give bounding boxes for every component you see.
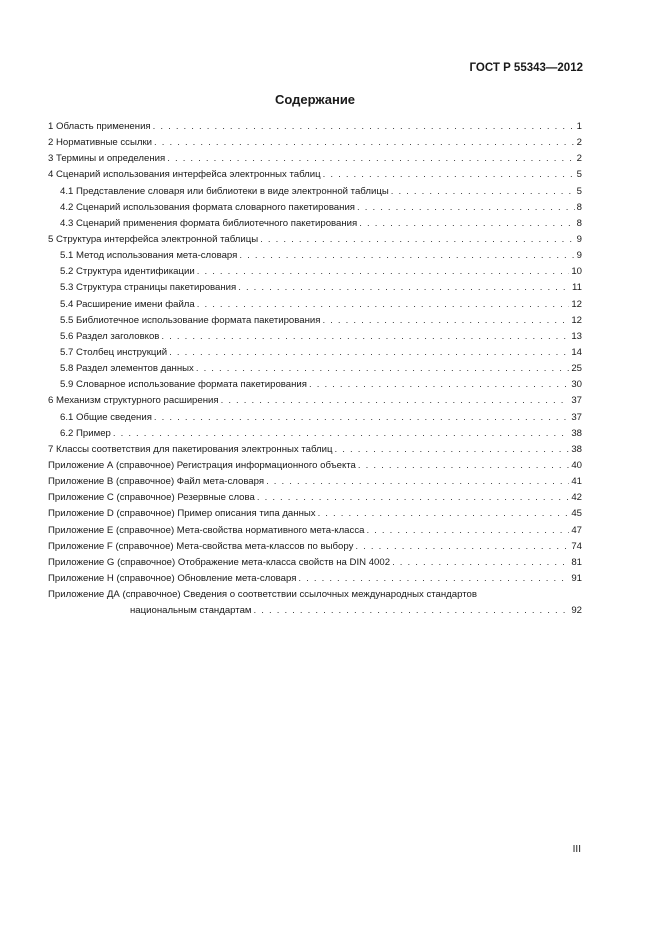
toc-entry-page: 45 (571, 508, 582, 520)
toc-entry[interactable] (48, 280, 582, 296)
toc-entry[interactable] (48, 555, 582, 571)
toc-entry-text: 5.4 Расширение имени файла (60, 298, 195, 310)
toc-entry-page: 42 (571, 492, 582, 504)
toc-entry-text: Приложение Е (справочное) Мета-свойства нормативного мета-класса (48, 524, 365, 536)
toc-entry[interactable] (48, 313, 582, 329)
page-title: Содержание (274, 92, 356, 107)
toc-entry-text: 4.1 Представление словаря или библиотеки в виде электронной таблицы (60, 185, 389, 197)
toc-entry-page: 9 (576, 250, 582, 262)
toc-entry[interactable] (48, 426, 582, 442)
toc-entry-page: 13 (571, 330, 582, 342)
standard-code: ГОСТ Р 55343—2012 (469, 62, 583, 74)
toc-entry-text: 1 Область применения (48, 121, 151, 132)
toc-entry-page: 11 (572, 282, 582, 294)
toc-entry-text: 5.9 Словарное использование формата пакетирования (60, 379, 307, 391)
toc-entry-page: 2 (576, 153, 582, 165)
toc-entry[interactable] (48, 458, 582, 474)
toc-entry-page: 41 (571, 476, 582, 488)
toc-entry-page: 1 (576, 121, 582, 132)
toc-entry-page: 8 (576, 201, 582, 213)
toc-entry-page: 5 (576, 185, 582, 197)
toc-entry[interactable] (48, 248, 582, 264)
toc-entry-annex-da-line1[interactable] (48, 587, 582, 603)
toc-entry-page: 10 (571, 266, 582, 278)
table-of-contents (48, 119, 582, 619)
toc-entry-annex-da-line2[interactable] (48, 603, 582, 619)
toc-entry-page: 5 (576, 169, 582, 181)
toc-entry-page: 37 (571, 411, 582, 423)
toc-entry-text: 2 Нормативные ссылки (48, 137, 153, 149)
toc-entry[interactable] (48, 232, 582, 248)
toc-entry-page: 30 (571, 379, 582, 391)
toc-entry-text: 6 Механизм структурного расширения (48, 395, 219, 407)
toc-entry-page: 14 (571, 346, 582, 358)
toc-entry-page: 81 (571, 556, 582, 568)
toc-entry-page: 12 (571, 298, 582, 310)
toc-entry[interactable] (48, 329, 582, 345)
toc-entry-page: 40 (571, 459, 582, 471)
toc-entry-page: 12 (571, 314, 582, 326)
toc-entry-page: 74 (571, 540, 582, 552)
toc-entry[interactable] (48, 216, 582, 232)
toc-entry-text: 5.8 Раздел элементов данных (60, 363, 194, 375)
toc-entry[interactable] (48, 571, 582, 587)
toc-entry[interactable] (48, 297, 582, 313)
toc-entry-text: национальным стандартам (130, 605, 252, 617)
toc-entry-text: 4.2 Сценарий использования формата словарного пакетирования (60, 201, 355, 213)
toc-entry-text: 4.3 Сценарий применения формата библиотечного пакетирования (60, 217, 358, 229)
toc-entry[interactable] (48, 442, 582, 458)
toc-entry-text: Приложение ДА (справочное) Сведения о соответствии ссылочных международных стандартов (48, 589, 477, 601)
toc-entry-text: 5.7 Столбец инструкций (60, 346, 168, 358)
toc-entry[interactable] (48, 151, 582, 167)
toc-entry-text: 7 Классы соответствия для пакетирования электронных таблиц (48, 443, 333, 455)
toc-entry-page: 92 (571, 605, 582, 617)
toc-entry[interactable] (48, 167, 582, 183)
toc-entry-text: 6.1 Общие сведения (60, 411, 152, 423)
toc-entry-page: 8 (576, 217, 582, 229)
toc-entry-page: 9 (576, 233, 582, 245)
toc-entry[interactable] (48, 200, 582, 216)
toc-entry-text: 3 Термины и определения (48, 153, 166, 165)
toc-entry-text: 6.2 Пример (60, 427, 111, 439)
toc-entry[interactable] (48, 474, 582, 490)
toc-entry-text: 5.2 Структура идентификации (60, 266, 195, 278)
toc-entry[interactable] (48, 135, 582, 151)
toc-entry-text: 5.6 Раздел заголовков (60, 330, 160, 342)
toc-entry-text: 5 Структура интерфейса электронной таблицы (48, 233, 259, 245)
toc-entry-page: 37 (571, 395, 582, 407)
toc-entry[interactable] (48, 184, 582, 200)
toc-entry-text: 5.1 Метод использования мета-словаря (60, 250, 238, 262)
toc-entry[interactable] (48, 119, 582, 135)
toc-entry-page: 38 (571, 427, 582, 439)
toc-entry-text: Приложение Н (справочное) Обновление мета-словаря (48, 572, 297, 584)
toc-entry[interactable] (48, 377, 582, 393)
toc-entry-text: Приложение В (справочное) Файл мета-словаря (48, 476, 265, 488)
toc-entry-page: 47 (571, 524, 582, 536)
toc-entry[interactable] (48, 345, 582, 361)
toc-entry-text: Приложение С (справочное) Резервные слова (48, 492, 255, 504)
toc-entry-text: 5.5 Библиотечное использование формата пакетирования (60, 314, 321, 326)
toc-entry-text: Приложение А (справочное) Регистрация информационного объекта (48, 459, 356, 471)
toc-entry[interactable] (48, 506, 582, 522)
toc-entry-page: 38 (571, 443, 582, 455)
toc-entry[interactable] (48, 490, 582, 506)
toc-entry-text: Приложение G (справочное) Отображение мета-класса свойств на DIN 4002 (48, 556, 391, 568)
toc-entry-text: Приложение F (справочное) Мета-свойства мета-классов по выбору (48, 540, 354, 552)
toc-entry-page: 91 (571, 572, 582, 584)
toc-entry-page: 25 (571, 363, 582, 375)
toc-entry[interactable] (48, 523, 582, 539)
toc-entry[interactable] (48, 361, 582, 377)
toc-entry-text: 4 Сценарий использования интерфейса электронных таблиц (48, 169, 321, 181)
toc-entry-page: 2 (576, 137, 582, 149)
page-number: III (572, 844, 581, 855)
toc-entry[interactable] (48, 393, 582, 409)
toc-entry[interactable] (48, 410, 582, 426)
toc-entry[interactable] (48, 264, 582, 280)
toc-entry[interactable] (48, 539, 582, 555)
toc-entry-text: Приложение D (справочное) Пример описания типа данных (48, 508, 316, 520)
toc-entry-text: 5.3 Структура страницы пакетирования (60, 282, 237, 294)
